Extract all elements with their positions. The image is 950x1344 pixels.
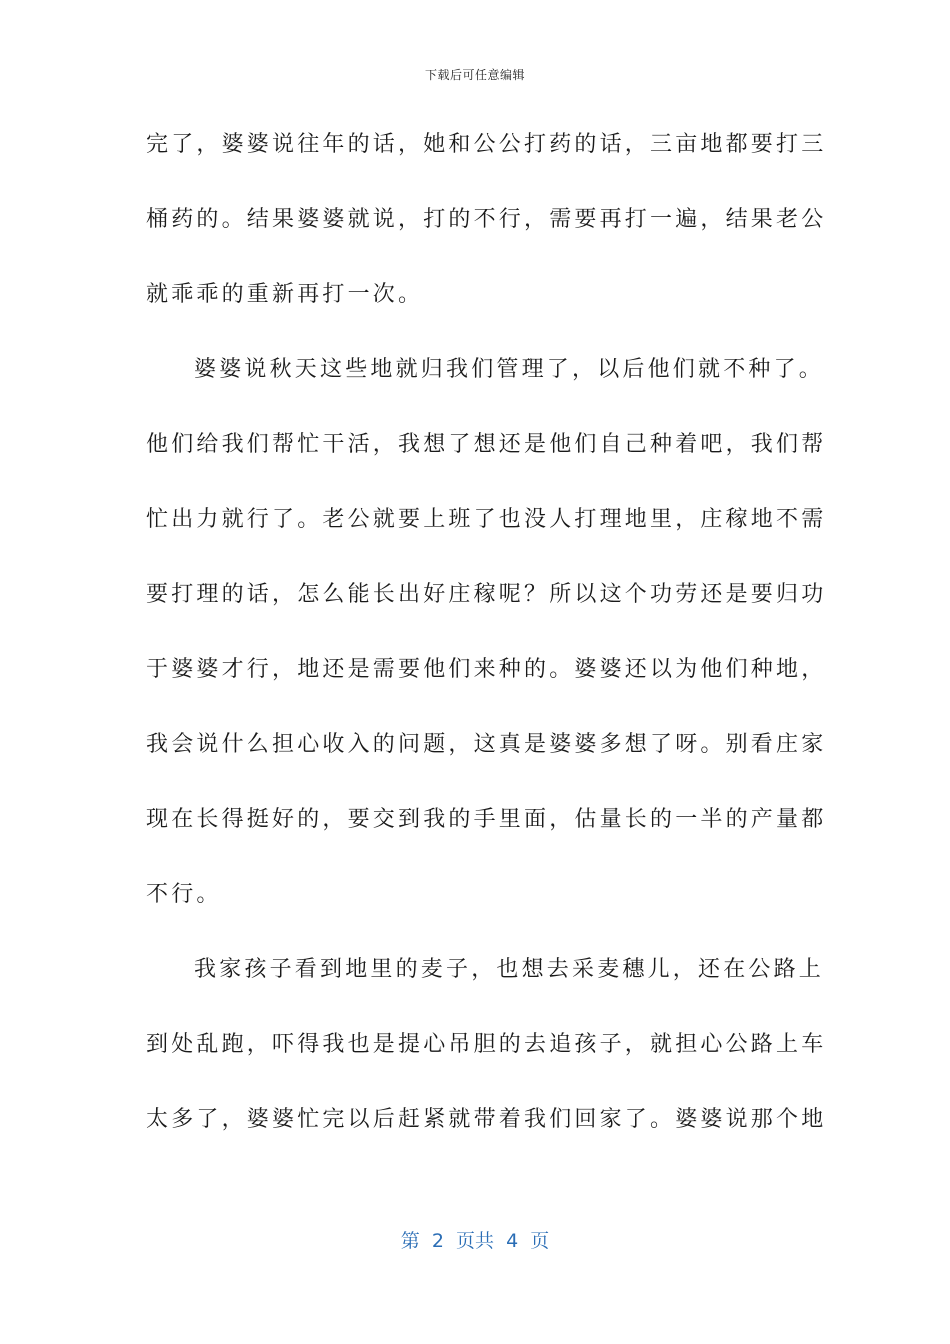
text-line: 我家孩子看到地里的麦子，也想去采麦穗儿，还在公路上: [194, 957, 825, 982]
text-line: 太多了，婆婆忙完以后赶紧就带着我们回家了。婆婆说那个地: [146, 1107, 827, 1132]
text-line: 桶药的。结果婆婆就说，打的不行，需要再打一遍，结果老公: [146, 207, 827, 232]
text-line: 我会说什么担心收入的问题，这真是婆婆多想了呀。别看庄家: [146, 732, 827, 757]
page-number-footer: 第 2 页共 4 页: [400, 1230, 550, 1252]
text-line: 到处乱跑，吓得我也是提心吊胆的去追孩子，就担心公路上车: [146, 1032, 827, 1057]
text-line: 完了，婆婆说往年的话，她和公公打药的话，三亩地都要打三: [146, 132, 827, 157]
text-line: 于婆婆才行，地还是需要他们来种的。婆婆还以为他们种地，: [146, 657, 827, 682]
text-line: 现在长得挺好的，要交到我的手里面，估量长的一半的产量都: [146, 807, 827, 832]
text-line: 不行。: [146, 882, 222, 907]
text-line: 婆婆说秋天这些地就归我们管理了，以后他们就不种了。: [194, 357, 825, 382]
text-line: 他们给我们帮忙干活，我想了想还是他们自己种着吧，我们帮: [146, 432, 827, 457]
text-line: 就乖乖的重新再打一次。: [146, 282, 424, 307]
text-line: 忙出力就行了。老公就要上班了也没人打理地里，庄稼地不需: [146, 507, 827, 532]
header-note: 下载后可任意编辑: [424, 68, 525, 82]
text-line: 要打理的话，怎么能长出好庄稼呢？所以这个功劳还是要归功: [146, 582, 827, 607]
